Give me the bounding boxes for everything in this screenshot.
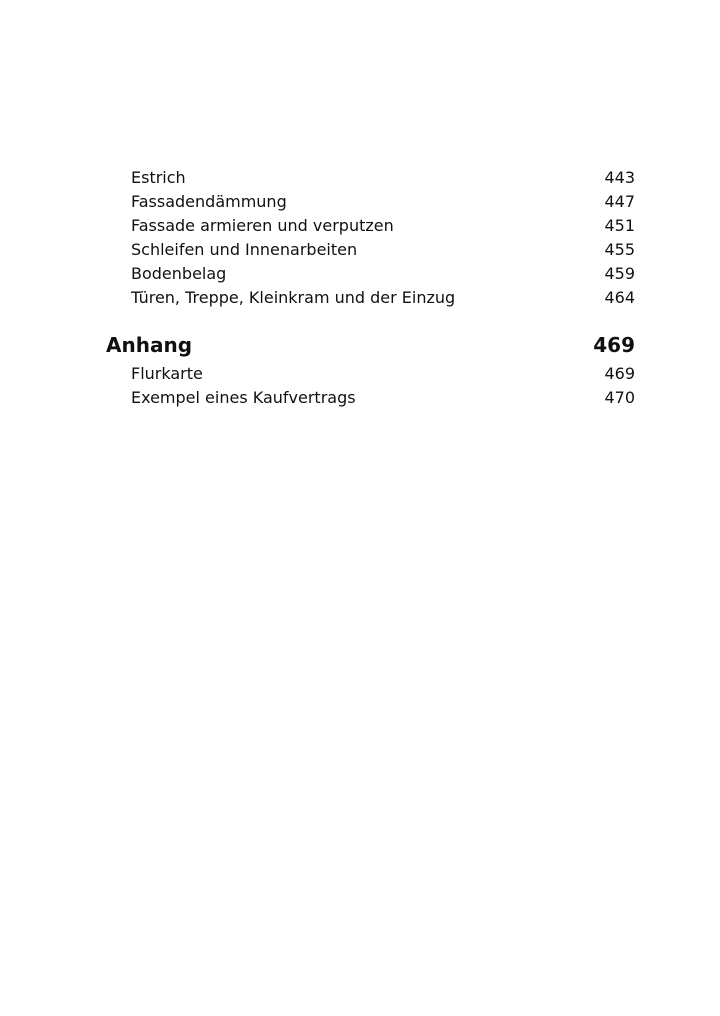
toc-section-title: Anhang [106, 333, 193, 357]
toc-entry-flurkarte [131, 362, 635, 386]
toc-section-anhang [106, 331, 635, 359]
toc-entry-title: Schleifen und Innenarbeiten [131, 240, 358, 259]
toc-entry-title: Türen, Treppe, Kleinkram und der Einzug [131, 288, 456, 307]
toc-entry-page: 459 [604, 264, 635, 283]
toc-entry-estrich [131, 166, 635, 190]
toc-entry-page: 469 [604, 364, 635, 383]
toc-entry-tueren [131, 286, 635, 310]
toc-entry-kaufvertrag [131, 386, 635, 410]
toc-section-page: 469 [593, 333, 635, 357]
toc-entry-title: Bodenbelag [131, 264, 227, 283]
toc-entry-title: Fassade armieren und verputzen [131, 216, 394, 235]
toc-entry-page: 464 [604, 288, 635, 307]
toc-entry-schleifen [131, 238, 635, 262]
toc-entry-title: Estrich [131, 168, 186, 187]
toc-entry-page: 451 [604, 216, 635, 235]
toc-entry-fassade-armieren [131, 214, 635, 238]
toc-entry-title: Exempel eines Kaufvertrags [131, 388, 356, 407]
toc-entry-bodenbelag [131, 262, 635, 286]
toc-entry-page: 447 [604, 192, 635, 211]
toc-entry-fassadendaemmung [131, 190, 635, 214]
toc-entry-page: 470 [604, 388, 635, 407]
toc-entry-title: Flurkarte [131, 364, 203, 383]
toc-entry-page: 443 [604, 168, 635, 187]
toc-entry-title: Fassadendämmung [131, 192, 287, 211]
toc-entry-page: 455 [604, 240, 635, 259]
